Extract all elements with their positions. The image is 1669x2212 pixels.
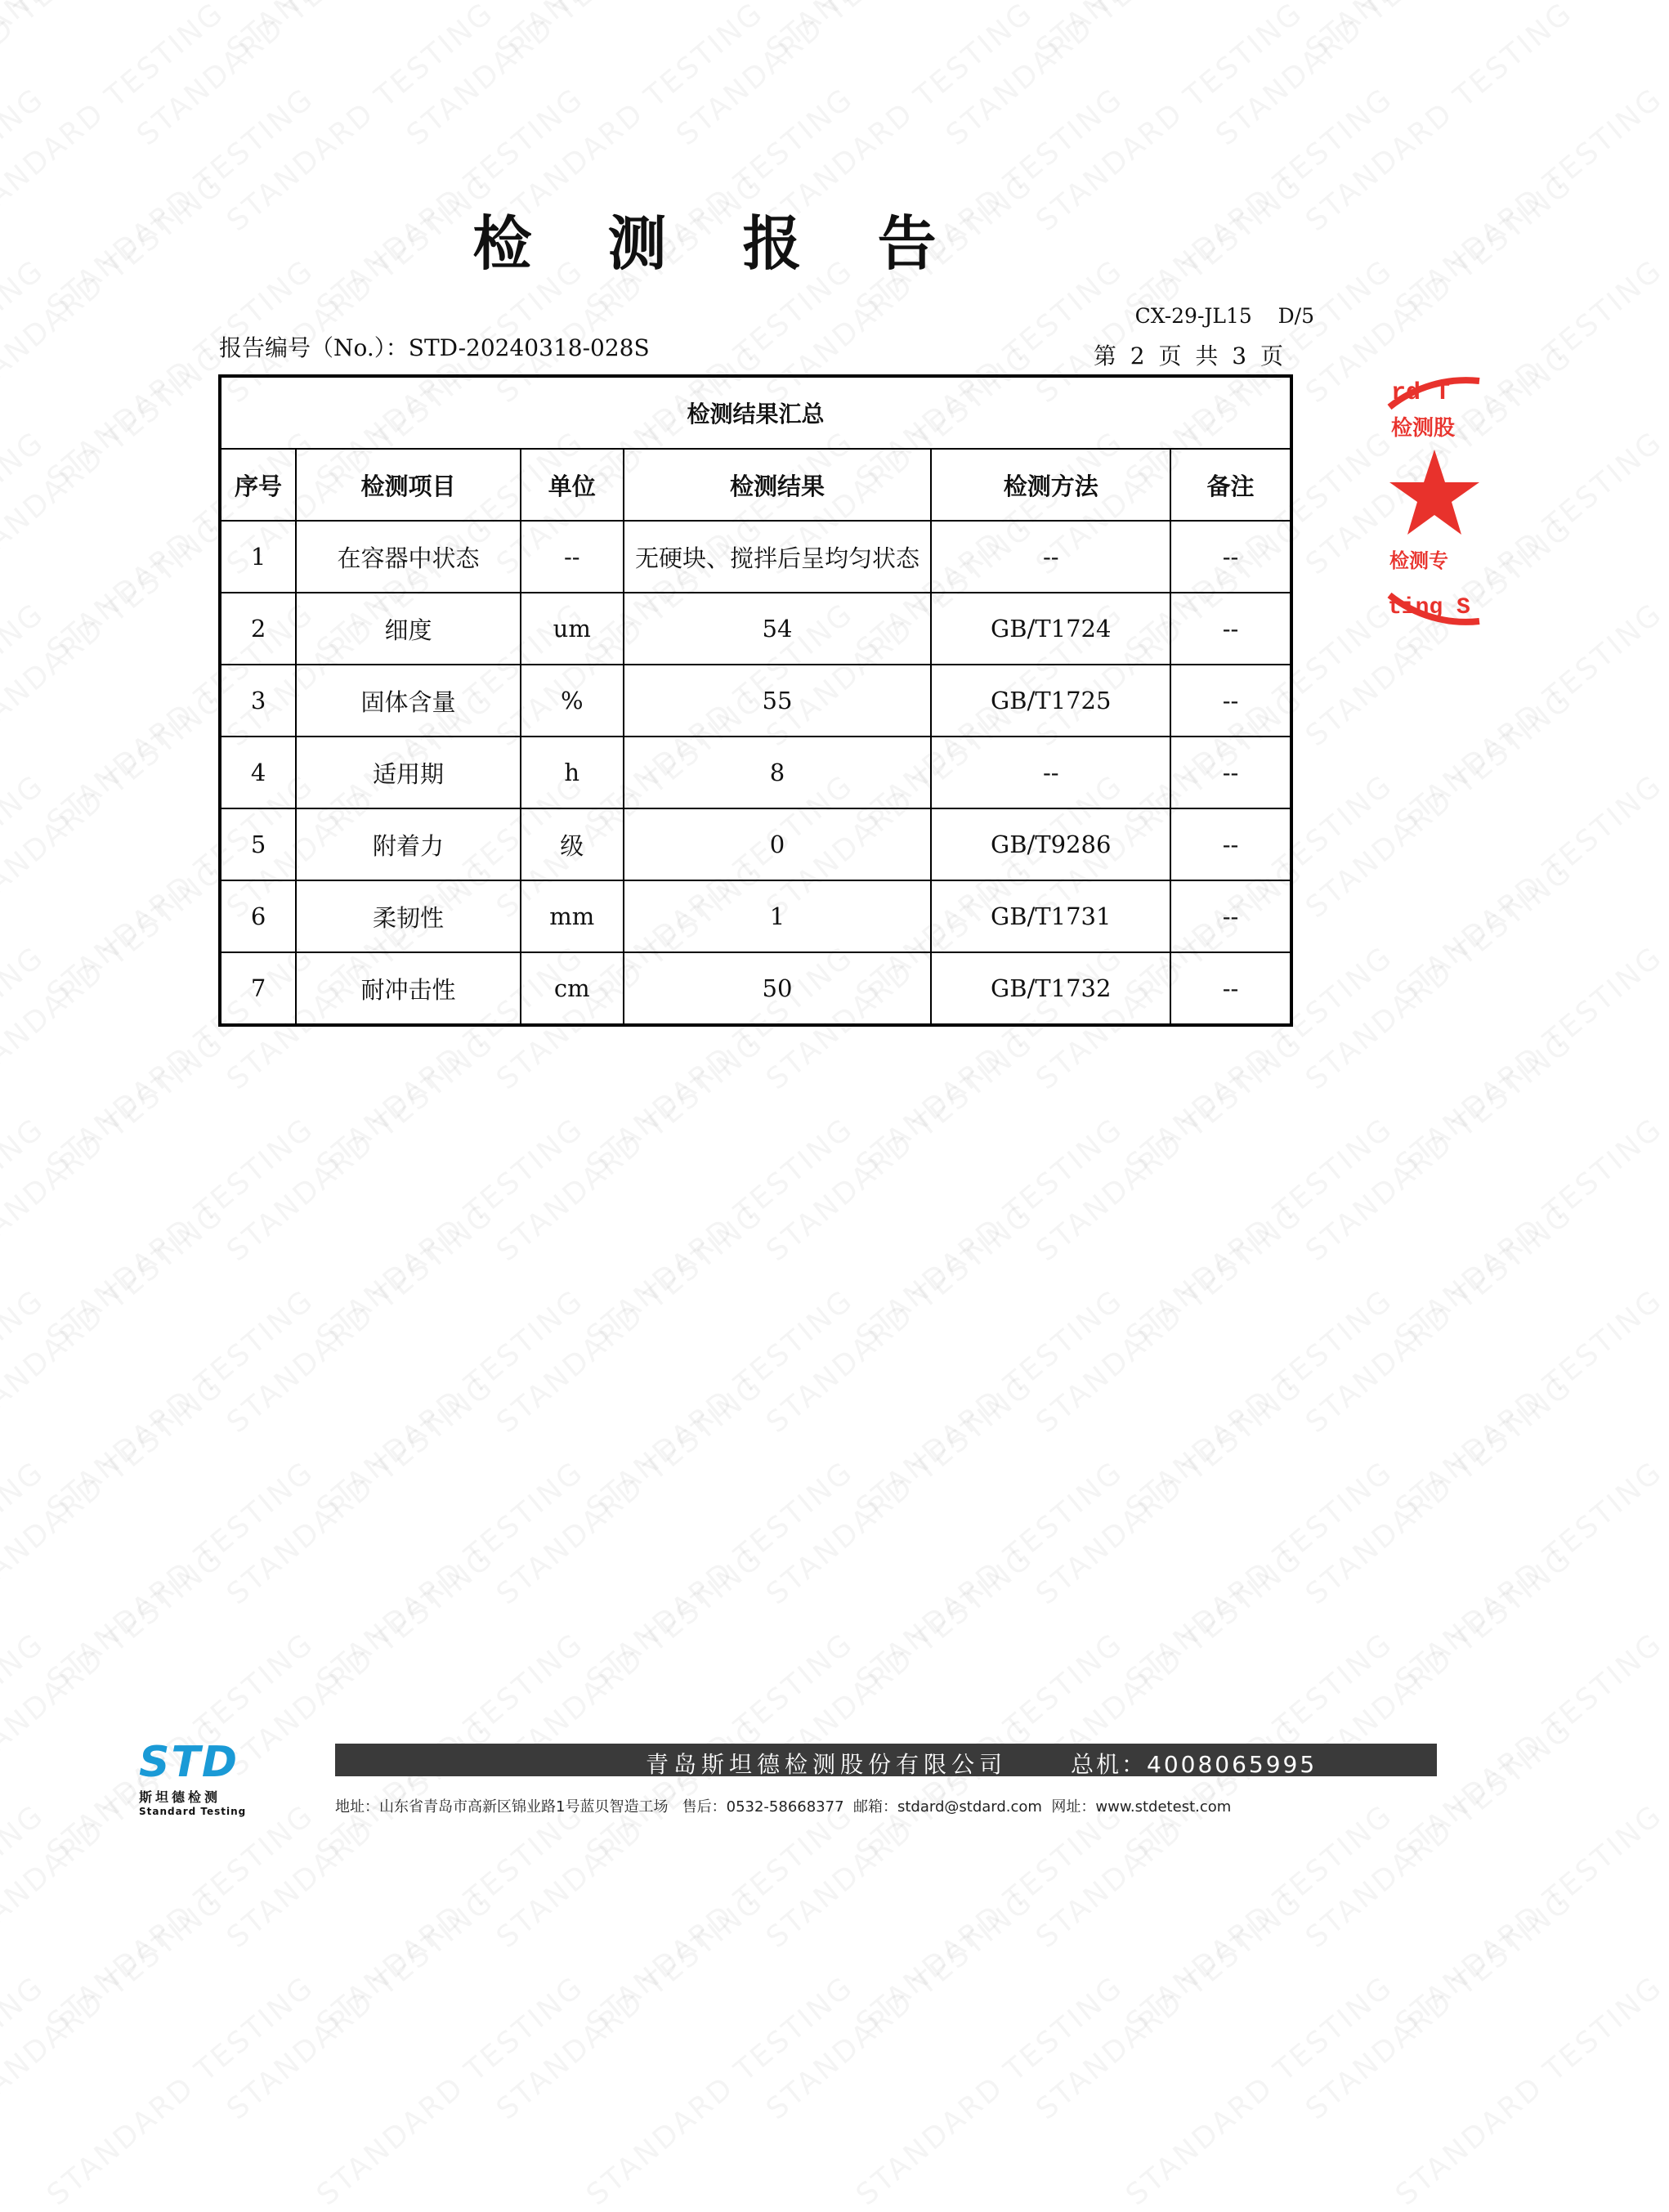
row-item: 在容器中状态 bbox=[296, 521, 521, 593]
watermark-text bbox=[1300, 1198, 1579, 1440]
row-method: GB/T1724 bbox=[931, 593, 1170, 665]
watermark-text bbox=[0, 425, 51, 668]
watermark-text bbox=[580, 1455, 860, 1698]
form-code: CX-29-JL15 D/5 bbox=[1134, 304, 1314, 328]
watermark-text bbox=[1030, 0, 1309, 66]
footer-hotline: 总机：4008065995 bbox=[1071, 1751, 1318, 1778]
watermark-text bbox=[311, 1283, 590, 1526]
row-remark: -- bbox=[1170, 952, 1291, 1025]
watermark-text bbox=[0, 683, 230, 925]
watermark-text bbox=[1300, 1026, 1579, 1269]
watermark-text bbox=[850, 1112, 1130, 1355]
table-body bbox=[220, 521, 1291, 1025]
watermark-text bbox=[850, 1455, 1130, 1698]
watermark-text bbox=[1389, 597, 1669, 840]
watermark-text bbox=[41, 1112, 320, 1355]
watermark-text bbox=[1120, 1798, 1399, 2041]
watermark-text bbox=[311, 1970, 590, 2212]
watermark-text bbox=[0, 940, 51, 1183]
watermark-text bbox=[490, 1026, 770, 1269]
document-title: 检 测 报 告 bbox=[472, 208, 964, 278]
row-index: 4 bbox=[220, 737, 296, 808]
table-row bbox=[220, 808, 1291, 880]
watermark-text bbox=[41, 1798, 320, 2041]
watermark-text bbox=[1389, 1455, 1669, 1698]
seal-text-top: rd T bbox=[1391, 379, 1451, 407]
watermark-text bbox=[0, 597, 51, 840]
watermark-text bbox=[0, 1455, 51, 1698]
header-index: 序号 bbox=[220, 449, 296, 521]
row-result: 55 bbox=[624, 665, 932, 737]
row-unit: h bbox=[521, 737, 624, 808]
watermark-text bbox=[1389, 940, 1669, 1183]
watermark-text bbox=[850, 1283, 1130, 1526]
row-method: GB/T1731 bbox=[931, 880, 1170, 952]
watermark-text bbox=[580, 1798, 860, 2041]
row-result: 1 bbox=[624, 880, 932, 952]
watermark-text bbox=[490, 1198, 770, 1440]
row-method: GB/T1732 bbox=[931, 952, 1170, 1025]
watermark-text bbox=[1300, 683, 1579, 925]
watermark-text bbox=[221, 1369, 500, 1612]
page-info: 第 2 页 共 3 页 bbox=[1093, 343, 1286, 369]
watermark-text bbox=[0, 1198, 230, 1440]
company-logo bbox=[139, 1738, 253, 1817]
footer-company-name: 青岛斯坦德检测股份有限公司 bbox=[646, 1751, 1008, 1778]
footer-band bbox=[335, 1744, 1437, 1776]
results-table bbox=[218, 374, 1293, 1027]
watermark-text bbox=[1389, 768, 1669, 1011]
row-unit: cm bbox=[521, 952, 624, 1025]
watermark-text bbox=[1120, 1970, 1399, 2212]
watermark-text bbox=[0, 339, 230, 582]
watermark-text bbox=[1389, 1970, 1669, 2212]
watermark-text bbox=[1210, 0, 1489, 152]
watermark-text bbox=[400, 0, 680, 152]
red-seal-stamp bbox=[1373, 374, 1479, 628]
table-row bbox=[220, 880, 1291, 952]
row-item: 附着力 bbox=[296, 808, 521, 880]
table-caption: 检测结果汇总 bbox=[220, 376, 1291, 449]
watermark-text bbox=[1030, 1198, 1309, 1440]
watermark-text bbox=[0, 1884, 230, 2127]
watermark-text bbox=[1300, 854, 1579, 1097]
watermark-text bbox=[0, 0, 141, 152]
report-number: 报告编号（No.）：STD-20240318-028S bbox=[219, 334, 650, 361]
watermark-text bbox=[580, 1970, 860, 2212]
table-row bbox=[220, 952, 1291, 1025]
row-method: GB/T1725 bbox=[931, 665, 1170, 737]
logo-chinese-name: 斯坦德检测 bbox=[139, 1789, 221, 1805]
watermark-text bbox=[0, 1283, 51, 1526]
watermark-text bbox=[1120, 1112, 1399, 1355]
seal-text-bottom: ting S bbox=[1388, 595, 1470, 620]
watermark-text bbox=[0, 1970, 51, 2212]
row-unit: um bbox=[521, 593, 624, 665]
watermark-text bbox=[1300, 1884, 1579, 2127]
watermark-text bbox=[0, 1026, 230, 1269]
footer-address: 地址：山东省青岛市高新区锦业路1号蓝贝智造工场 售后：0532-58668377 邮箱：stdard@stdard.com 网址：www.stdetest.com bbox=[335, 1798, 1232, 1816]
watermark-text bbox=[1300, 1369, 1579, 1612]
row-item: 柔韧性 bbox=[296, 880, 521, 952]
star-icon bbox=[1389, 450, 1479, 535]
row-item: 适用期 bbox=[296, 737, 521, 808]
header-result: 检测结果 bbox=[624, 449, 932, 521]
watermark-text bbox=[0, 1369, 230, 1612]
row-unit: % bbox=[521, 665, 624, 737]
watermark-text bbox=[760, 0, 1040, 66]
row-method: -- bbox=[931, 521, 1170, 593]
watermark-text bbox=[221, 1198, 500, 1440]
watermark-text bbox=[221, 1884, 500, 2127]
row-remark: -- bbox=[1170, 593, 1291, 665]
watermark-text bbox=[0, 854, 230, 1097]
watermark-text bbox=[0, 0, 230, 66]
watermark-text bbox=[1389, 1112, 1669, 1355]
table-caption-row bbox=[220, 376, 1291, 449]
row-item: 耐冲击性 bbox=[296, 952, 521, 1025]
row-index: 2 bbox=[220, 593, 296, 665]
watermark-text bbox=[0, 768, 51, 1011]
row-unit: mm bbox=[521, 880, 624, 952]
watermark-text bbox=[760, 1026, 1040, 1269]
watermark-text bbox=[41, 1970, 320, 2212]
header-remark: 备注 bbox=[1170, 449, 1291, 521]
watermark-text bbox=[490, 0, 770, 66]
watermark-text bbox=[580, 1112, 860, 1355]
seal-text-mid2: 检测专 bbox=[1389, 549, 1448, 572]
watermark-text bbox=[0, 1627, 51, 1869]
watermark-text bbox=[850, 1970, 1130, 2212]
table-header-row bbox=[220, 449, 1291, 521]
table-row bbox=[220, 593, 1291, 665]
row-item: 固体含量 bbox=[296, 665, 521, 737]
row-result: 0 bbox=[624, 808, 932, 880]
row-remark: -- bbox=[1170, 665, 1291, 737]
watermark-text bbox=[760, 1884, 1040, 2127]
watermark-text bbox=[1030, 1026, 1309, 1269]
watermark-text bbox=[131, 0, 410, 152]
watermark-text bbox=[1300, 0, 1579, 66]
watermark-text bbox=[221, 0, 500, 66]
header-item: 检测项目 bbox=[296, 449, 521, 521]
watermark-text bbox=[850, 1798, 1130, 2041]
watermark-text bbox=[0, 1112, 51, 1355]
row-remark: -- bbox=[1170, 808, 1291, 880]
logo-mark: STD bbox=[139, 1738, 239, 1787]
row-index: 3 bbox=[220, 665, 296, 737]
watermark-text bbox=[0, 511, 230, 754]
watermark-text bbox=[0, 253, 51, 496]
watermark-text bbox=[41, 1283, 320, 1526]
table-row bbox=[220, 665, 1291, 737]
row-index: 6 bbox=[220, 880, 296, 952]
watermark-text bbox=[490, 1884, 770, 2127]
seal-text-mid1: 检测股 bbox=[1391, 416, 1456, 441]
row-method: -- bbox=[931, 737, 1170, 808]
row-remark: -- bbox=[1170, 880, 1291, 952]
row-remark: -- bbox=[1170, 737, 1291, 808]
watermark-text bbox=[670, 0, 950, 152]
row-method: GB/T9286 bbox=[931, 808, 1170, 880]
watermark-text bbox=[940, 0, 1219, 152]
row-unit: 级 bbox=[521, 808, 624, 880]
row-remark: -- bbox=[1170, 521, 1291, 593]
watermark-text bbox=[760, 1198, 1040, 1440]
row-result: 8 bbox=[624, 737, 932, 808]
watermark-text bbox=[221, 1026, 500, 1269]
watermark-text bbox=[1389, 1283, 1669, 1526]
row-unit: -- bbox=[521, 521, 624, 593]
row-index: 7 bbox=[220, 952, 296, 1025]
watermark-text bbox=[490, 1369, 770, 1612]
watermark-text bbox=[580, 1283, 860, 1526]
header-method: 检测方法 bbox=[931, 449, 1170, 521]
watermark-text bbox=[311, 1455, 590, 1698]
table-row bbox=[220, 521, 1291, 593]
header-unit: 单位 bbox=[521, 449, 624, 521]
watermark-text bbox=[41, 1455, 320, 1698]
row-index: 1 bbox=[220, 521, 296, 593]
row-index: 5 bbox=[220, 808, 296, 880]
row-result: 无硬块、搅拌后呈均匀状态 bbox=[624, 521, 932, 593]
watermark-text bbox=[0, 1798, 51, 2041]
watermark-text bbox=[1120, 1455, 1399, 1698]
watermark-text bbox=[760, 1369, 1040, 1612]
watermark-text bbox=[1389, 1798, 1669, 2041]
watermark-text bbox=[1120, 1283, 1399, 1526]
row-result: 54 bbox=[624, 593, 932, 665]
watermark-text bbox=[311, 1112, 590, 1355]
watermark-text bbox=[1030, 1884, 1309, 2127]
logo-english-name: Standard Testing bbox=[139, 1806, 247, 1817]
row-result: 50 bbox=[624, 952, 932, 1025]
watermark-text bbox=[311, 1798, 590, 2041]
watermark-text bbox=[1030, 1369, 1309, 1612]
row-item: 细度 bbox=[296, 593, 521, 665]
table-row bbox=[220, 737, 1291, 808]
